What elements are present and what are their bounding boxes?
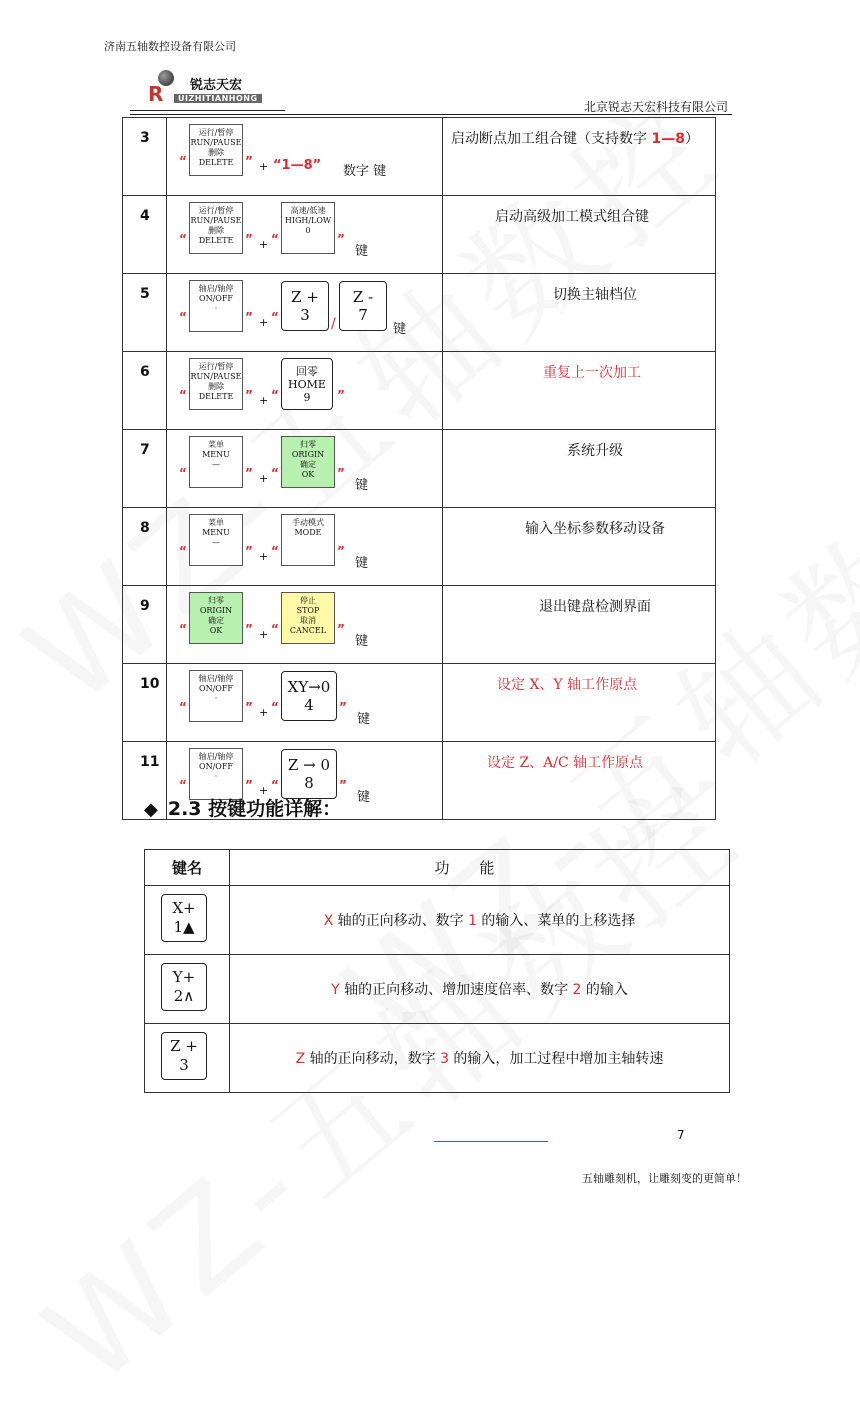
key-label-line: 运行/暂停: [198, 128, 234, 137]
diamond-icon: ◆: [144, 799, 158, 820]
function-text: 的输入、菜单的上移选择: [476, 913, 636, 929]
key-label-line: MODE: [294, 528, 322, 537]
key-label-line: ON/OFF: [199, 684, 233, 693]
key-third: [339, 281, 387, 331]
key-label-line: 确定: [300, 460, 316, 469]
company-right: 北京锐志天宏科技有限公司: [583, 100, 728, 114]
key-label-line: 取消: [300, 616, 316, 625]
jian-text: 键: [355, 478, 369, 493]
plus-sign: +: [259, 472, 269, 485]
close-quote: ”: [339, 778, 347, 792]
key-first: [189, 436, 243, 488]
close-quote: ”: [337, 544, 345, 558]
open-quote: “: [271, 778, 279, 792]
key-button-line: 3: [179, 1056, 189, 1074]
table-row: [123, 508, 716, 586]
key-label-line: 轴启/轴停: [198, 284, 234, 293]
row-number: 9: [123, 586, 167, 664]
close-quote: ”: [245, 388, 253, 402]
key-label-line: 0: [305, 226, 311, 235]
key-first: [189, 280, 243, 332]
key-label-line: DELETE: [198, 158, 234, 167]
table-header-row: [145, 850, 730, 886]
row-number: 11: [123, 742, 167, 820]
page-number: 7: [677, 1128, 685, 1142]
section-title: 2.3 按键功能详解：: [167, 798, 342, 820]
key-button: [161, 1032, 207, 1080]
description-text: 设定 Z、A/C 轴工作原点: [487, 755, 644, 771]
key-label-line: 高速/低速: [290, 206, 326, 215]
key-name-cell: [145, 886, 230, 955]
key-first: [189, 670, 243, 722]
jian-text: 键: [393, 322, 407, 337]
key-label-line: 确定: [208, 616, 224, 625]
axis-label: Y: [331, 982, 340, 998]
plus-sign: +: [259, 394, 269, 407]
key-label-line: HIGH/LOW: [284, 216, 332, 225]
key-label-line: ·: [214, 694, 218, 703]
header-divider: [130, 114, 732, 115]
key-label-line: CANCEL: [289, 626, 327, 635]
key-label-line: ·: [214, 772, 218, 781]
key-label-line: —: [212, 538, 220, 547]
key-label-line: RUN/PAUSE: [190, 216, 242, 225]
function-text: 的输入: [581, 982, 628, 998]
key-button: [161, 963, 207, 1011]
key-label-line: RUN/PAUSE: [190, 138, 242, 147]
jian-text: 键: [355, 556, 369, 571]
key-second: [281, 671, 337, 721]
key-label-line: 3: [300, 306, 310, 324]
key-combination: [167, 118, 443, 196]
key-second: [281, 749, 337, 799]
key-button-line: X+: [172, 899, 196, 917]
key-name-cell: [145, 1024, 230, 1093]
key-label-line: —: [212, 460, 220, 469]
function-text: 的输入，加工过程中增加主轴转速: [448, 1051, 664, 1067]
row-number: 3: [123, 118, 167, 196]
description-text: 启动高级加工模式组合键: [495, 209, 649, 225]
open-quote: “: [271, 232, 279, 246]
key-label-line: Z → 0: [287, 756, 331, 774]
row-number: 5: [123, 274, 167, 352]
description-text-end: ）: [684, 131, 699, 147]
section-heading: [144, 794, 341, 821]
key-label-line: 运行/暂停: [198, 362, 234, 371]
combo-description: [443, 586, 716, 664]
key-button-line: 2∧: [173, 987, 195, 1005]
key-label-line: 手动模式: [292, 518, 324, 527]
close-quote: ”: [339, 700, 347, 714]
close-quote: ”: [245, 466, 253, 480]
key-button-line: 1▲: [173, 918, 195, 936]
function-text: 轴的正向移动、增加速度倍率、数字: [339, 982, 573, 998]
key-label-line: Z -: [352, 288, 374, 306]
key-label-line: 删除: [208, 226, 224, 235]
open-quote: “: [179, 232, 187, 246]
close-quote: ”: [245, 232, 253, 246]
jian-text: 键: [357, 790, 371, 805]
description-text: 系统升级: [567, 443, 623, 459]
key-label-line: 菜单: [208, 440, 224, 449]
key-label-line: 停止: [300, 596, 316, 605]
key-combination: [167, 508, 443, 586]
digit-label: 1: [468, 913, 477, 929]
key-label-line: 4: [304, 696, 314, 714]
combo-description: [443, 118, 716, 196]
key-first: [189, 592, 243, 644]
open-quote: “: [179, 544, 187, 558]
combo-description: [443, 430, 716, 508]
table-row: [123, 430, 716, 508]
plus-sign: +: [259, 160, 269, 173]
key-label-line: 8: [304, 774, 314, 792]
key-second: [281, 592, 335, 644]
key-label-line: MENU: [202, 450, 230, 459]
key-label-line: 7: [358, 306, 368, 324]
digit-label: 2: [572, 982, 582, 998]
row-number: 6: [123, 352, 167, 430]
key-label-line: 回零: [296, 365, 318, 378]
key-second: [281, 514, 335, 566]
key-second: [281, 436, 335, 488]
footer-slogan: 五轴雕刻机，让雕刻变的更简单！: [582, 1172, 747, 1185]
key-label-line: ·: [214, 304, 218, 313]
key-button: [161, 894, 207, 942]
key-label-line: DELETE: [198, 236, 234, 245]
open-quote: “: [271, 622, 279, 636]
key-label-line: XY→0: [287, 678, 331, 696]
table-row: [145, 886, 730, 955]
open-quote: “: [179, 310, 187, 324]
logo-cn: 锐志天宏: [190, 78, 243, 93]
open-quote: “: [271, 544, 279, 558]
key-second: [281, 281, 329, 331]
combo-description: [443, 508, 716, 586]
key-combination: [167, 664, 443, 742]
table-row: [145, 955, 730, 1024]
key-first: [189, 514, 243, 566]
jian-text: 键: [357, 712, 371, 727]
digit-label: 3: [440, 1051, 449, 1067]
logo-mark: R: [148, 82, 164, 106]
key-label-line: 轴启/轴停: [198, 752, 234, 761]
combo-description: [443, 664, 716, 742]
close-quote: ”: [245, 310, 253, 324]
description-text: 输入坐标参数移动设备: [525, 521, 665, 537]
combo-description: [443, 742, 716, 820]
key-button-line: Y+: [172, 968, 196, 986]
close-quote: ”: [245, 154, 253, 168]
logo-en: UIZHITIANHONG: [174, 94, 262, 103]
close-quote: ”: [337, 622, 345, 636]
table-row: [123, 118, 716, 196]
table-row: [145, 1024, 730, 1093]
key-combination: [167, 352, 443, 430]
combo-description: [443, 274, 716, 352]
key-combination: [167, 586, 443, 664]
key-label-line: STOP: [296, 606, 320, 615]
key-label-line: ORIGIN: [199, 606, 233, 615]
function-description: [230, 886, 730, 955]
table-row: [123, 196, 716, 274]
key-label-line: HOME: [288, 378, 326, 391]
description-text: 设定 X、Y 轴工作原点: [497, 677, 638, 693]
plus-sign: +: [259, 316, 269, 329]
open-quote: “: [179, 154, 187, 168]
close-quote: ”: [337, 466, 345, 480]
open-quote: “: [179, 700, 187, 714]
open-quote: “: [271, 466, 279, 480]
combo-description: [443, 352, 716, 430]
key-label-line: 菜单: [208, 518, 224, 527]
table-row: [123, 664, 716, 742]
close-quote: ”: [245, 544, 253, 558]
close-quote: ”: [245, 622, 253, 636]
header-key-name: 键名: [145, 850, 230, 886]
function-text: 轴的正向移动，数字: [305, 1051, 441, 1067]
key-label-line: ORIGIN: [291, 450, 325, 459]
open-quote: “: [179, 388, 187, 402]
key-combination: [167, 196, 443, 274]
row-number: 4: [123, 196, 167, 274]
plus-sign: +: [259, 628, 269, 641]
plus-sign: +: [259, 784, 269, 797]
key-combination: [167, 430, 443, 508]
footer-link-line: [434, 1141, 548, 1142]
key-name-cell: [145, 955, 230, 1024]
key-label-line: MENU: [202, 528, 230, 537]
combo-description: [443, 196, 716, 274]
close-quote: ”: [245, 778, 253, 792]
key-label-line: OK: [209, 626, 223, 635]
key-label-line: OK: [301, 470, 315, 479]
key-label-line: 删除: [208, 148, 224, 157]
key-label-line: DELETE: [198, 392, 234, 401]
key-second: [281, 202, 335, 254]
key-first: [189, 124, 243, 176]
slash-separator: /: [331, 316, 336, 332]
open-quote: “: [271, 388, 279, 402]
table-row: [123, 352, 716, 430]
jian-text: 键: [355, 634, 369, 649]
key-label-line: ON/OFF: [199, 294, 233, 303]
description-highlight: 1—8: [651, 131, 685, 147]
description-text: 退出键盘检测界面: [539, 599, 651, 615]
key-first: [189, 358, 243, 410]
key-button-line: Z +: [170, 1037, 198, 1055]
row-number: 10: [123, 664, 167, 742]
plus-sign: +: [259, 550, 269, 563]
row-number: 8: [123, 508, 167, 586]
key-label-line: 归零: [208, 596, 224, 605]
close-quote: ”: [337, 232, 345, 246]
description-text: 重复上一次加工: [543, 365, 641, 381]
key-label-line: 运行/暂停: [198, 206, 234, 215]
open-quote: “: [179, 622, 187, 636]
axis-label: Z: [295, 1051, 306, 1067]
key-label-line: ON/OFF: [199, 762, 233, 771]
open-quote: “: [271, 310, 279, 324]
description-text: 启动断点加工组合键（支持数字: [451, 131, 652, 147]
key-label-line: 删除: [208, 382, 224, 391]
key-label-line: Z +: [291, 288, 319, 306]
key-first: [189, 748, 243, 800]
jian-text: 键: [355, 244, 369, 259]
key-label-line: RUN/PAUSE: [190, 372, 242, 381]
key-first: [189, 202, 243, 254]
open-quote: “: [271, 700, 279, 714]
key-second: [281, 358, 333, 410]
table-row: [123, 274, 716, 352]
open-quote: “: [179, 466, 187, 480]
combo-key-table: [122, 117, 716, 820]
axis-label: X: [323, 913, 334, 929]
function-table: [144, 849, 730, 1093]
function-description: [230, 955, 730, 1024]
key-label-line: 归零: [300, 440, 316, 449]
key-label-line: 9: [303, 391, 311, 404]
close-quote: ”: [245, 700, 253, 714]
row-number: 7: [123, 430, 167, 508]
table-row: [123, 586, 716, 664]
key-combination: [167, 274, 443, 352]
header-function: 功能: [230, 850, 730, 886]
description-text: 切换主轴档位: [553, 287, 637, 303]
function-description: [230, 1024, 730, 1093]
close-quote: ”: [337, 388, 345, 402]
company-logo: [130, 62, 285, 111]
plus-sign: +: [259, 238, 269, 251]
open-quote: “: [179, 778, 187, 792]
function-text: 轴的正向移动、数字: [333, 913, 469, 929]
digit-key-text: 数字 键: [343, 164, 387, 179]
key-label-line: 轴启/轴停: [198, 674, 234, 683]
company-left: 济南五轴数控设备有限公司: [104, 40, 236, 53]
digit-range: “1—8”: [273, 158, 322, 173]
plus-sign: +: [259, 706, 269, 719]
